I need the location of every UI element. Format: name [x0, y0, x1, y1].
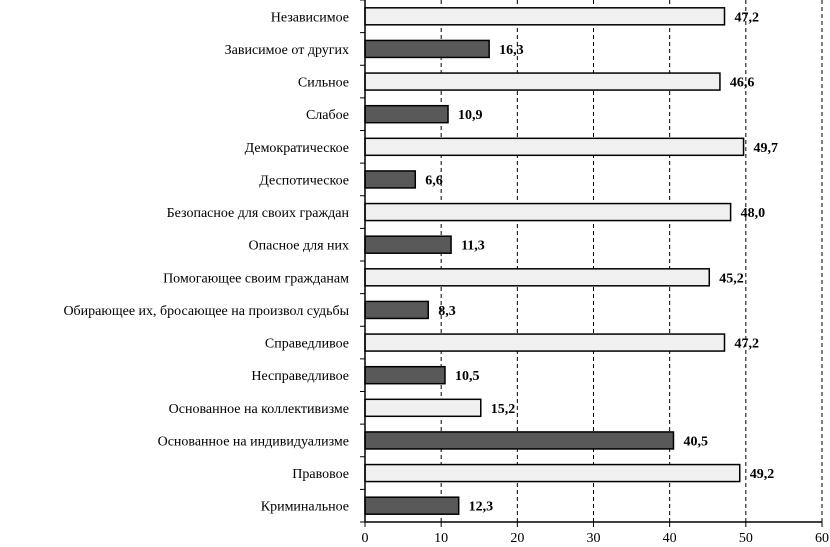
category-label: Основанное на коллективизме — [168, 401, 349, 417]
value-label: 47,2 — [734, 10, 760, 26]
category-label: Независимое — [270, 10, 349, 26]
value-label: 49,2 — [749, 467, 775, 483]
x-tick-label: 60 — [815, 531, 829, 546]
category-label: Помогающее своим гражданам — [163, 271, 349, 287]
value-label: 15,2 — [490, 401, 516, 417]
category-label: Криминальное — [260, 499, 349, 515]
value-label: 16,3 — [499, 42, 524, 58]
bar — [365, 269, 709, 286]
category-label: Опасное для них — [248, 238, 349, 254]
category-labels — [63, 10, 349, 514]
bar — [365, 301, 428, 318]
bar — [365, 73, 720, 90]
category-label: Безопасное для своих граждан — [166, 206, 349, 222]
value-label: 6,6 — [425, 173, 443, 189]
bar — [365, 171, 415, 188]
bar — [365, 8, 725, 25]
bar — [365, 497, 459, 514]
bar — [365, 399, 481, 416]
bar — [365, 432, 673, 449]
value-label: 47,2 — [734, 336, 760, 352]
x-tick-label: 30 — [586, 531, 601, 546]
category-label: Демократическое — [244, 140, 349, 156]
value-label: 48,0 — [740, 206, 766, 222]
value-label: 46,6 — [729, 75, 755, 91]
value-label: 49,7 — [753, 140, 779, 156]
bar — [365, 106, 448, 123]
value-label: 45,2 — [719, 271, 744, 287]
x-tick-label: 20 — [510, 531, 525, 546]
x-tick-label: 40 — [662, 531, 677, 546]
bar — [365, 236, 451, 253]
category-label: Несправедливое — [251, 369, 349, 385]
value-label: 8,3 — [438, 303, 456, 319]
category-label: Деспотическое — [259, 173, 349, 189]
bar — [365, 334, 725, 351]
category-label: Обирающее их, бросающее на произвол судьбы — [63, 303, 349, 319]
bar — [365, 204, 731, 221]
value-label: 10,9 — [458, 108, 483, 124]
value-label: 40,5 — [683, 434, 708, 450]
x-tick-label: 0 — [361, 531, 369, 546]
category-label: Основанное на индивидуализме — [157, 434, 349, 450]
category-label: Справедливое — [264, 336, 349, 352]
x-tick-label: 50 — [738, 531, 753, 546]
bar — [365, 367, 445, 384]
category-label: Правовое — [292, 467, 349, 483]
value-label: 11,3 — [461, 238, 485, 254]
category-label: Зависимое от других — [224, 42, 349, 58]
bar — [365, 138, 744, 155]
x-tick-label: 10 — [434, 531, 449, 546]
bar — [365, 465, 740, 482]
value-label: 10,5 — [454, 369, 480, 385]
category-label: Слабое — [305, 108, 349, 124]
value-label: 12,3 — [468, 499, 494, 515]
bar — [365, 40, 489, 57]
category-label: Сильное — [297, 75, 349, 91]
